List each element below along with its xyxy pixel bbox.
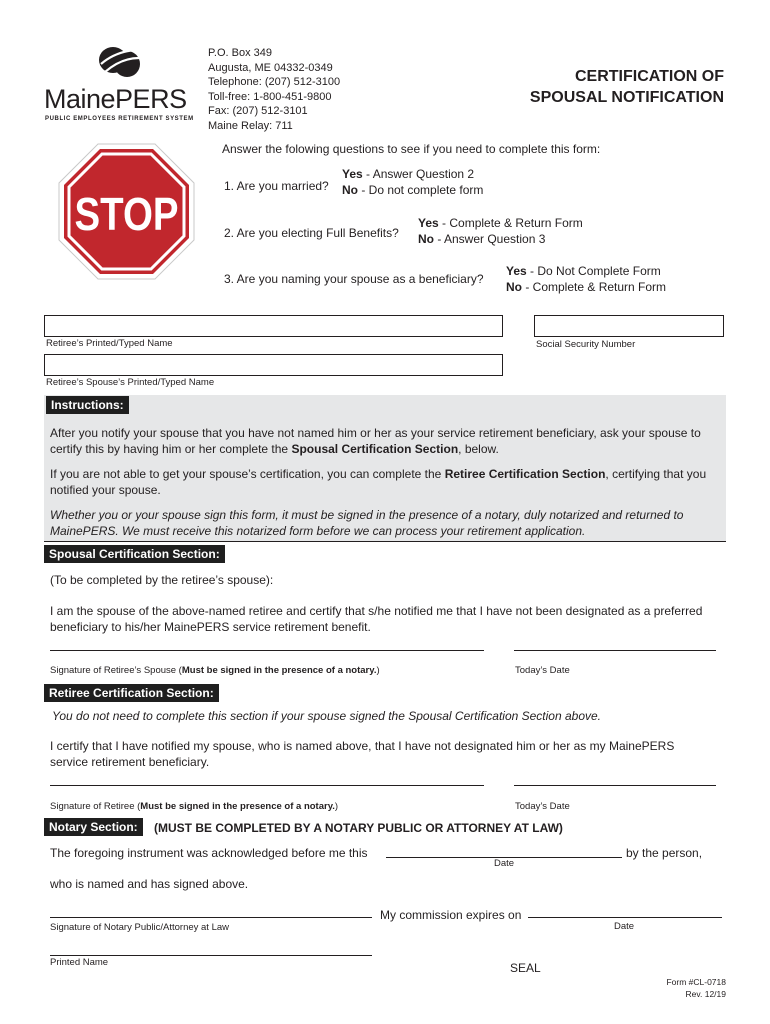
address-line: Toll-free: 1-800-451-9800: [208, 90, 332, 103]
address-line: Telephone: (207) 512-3100: [208, 76, 341, 88]
q1-yes-text: - Answer Question 2: [362, 167, 475, 181]
question-2: 2. Are you electing Full Benefits?: [224, 226, 399, 240]
instructions-heading: Instructions:: [46, 396, 129, 414]
question-3-answers: [506, 263, 666, 295]
ssn-label: Social Security Number: [536, 339, 636, 350]
instructions-p2-bold: Retiree Certification Section: [444, 467, 606, 481]
spouse-sig-label-bold: Must be signed in the presence of a notary.: [181, 665, 377, 676]
spouse-signature-line[interactable]: [50, 650, 484, 651]
stop-sign-icon: [58, 143, 195, 280]
notary-section-heading: Notary Section:: [44, 818, 143, 836]
address-block: [208, 46, 340, 133]
retiree-sig-label-end: ): [334, 801, 339, 812]
q1-yes-label: Yes: [342, 167, 363, 181]
notary-printed-name-label: Printed Name: [50, 957, 109, 968]
q3-no-label: No: [506, 280, 522, 294]
q3-yes-text: - Do Not Complete Form: [526, 264, 661, 278]
form-number: Form #CL-0718: [666, 977, 726, 987]
spouse-sig-label-text: Signature of Retiree’s Spouse (: [50, 665, 182, 676]
spouse-sig-label-end: ): [376, 665, 380, 676]
retiree-name-input[interactable]: [44, 315, 503, 337]
q2-no-text: - Answer Question 3: [434, 232, 546, 246]
q3-yes-label: Yes: [506, 264, 527, 278]
logo-pers: PERS: [115, 84, 187, 114]
retiree-p1: You do not need to complete this section if your spouse signed the Spousal Certification Section above.: [52, 709, 602, 723]
logo-subtitle: PUBLIC EMPLOYEES RETIREMENT SYSTEM: [45, 116, 194, 122]
question-1-answers: [342, 166, 483, 198]
notary-printed-name-line[interactable]: [50, 955, 372, 956]
notary-heading-note: (MUST BE COMPLETED BY A NOTARY PUBLIC OR ATTORNEY AT LAW): [154, 821, 563, 835]
question-3: 3. Are you naming your spouse as a beneficiary?: [224, 272, 484, 286]
question-1: 1. Are you married?: [224, 179, 329, 193]
title-line-2: SPOUSAL NOTIFICATION: [529, 89, 724, 106]
instructions-panel: [44, 395, 726, 542]
title-line-1: CERTIFICATION OF: [574, 68, 724, 85]
spousal-section-heading: Spousal Certification Section:: [44, 545, 225, 563]
spouse-date-label: Today’s Date: [515, 665, 570, 676]
spousal-p2: I am the spouse of the above-named retiree and certify that s/he notified me that I have not been designated as a preferred beneficiary to his/her MainePERS service retirement benefit.: [50, 604, 703, 634]
notary-signature-label: Signature of Notary Public/Attorney at Law: [50, 922, 230, 933]
spouse-name-input[interactable]: [44, 354, 503, 376]
notary-date-label-2: Date: [614, 921, 635, 932]
notary-line-1-text: The foregoing instrument was acknowledged before me this: [50, 846, 368, 860]
spouse-name-label: Retiree’s Spouse’s Printed/Typed Name: [46, 377, 215, 388]
retiree-date-line[interactable]: [514, 785, 716, 786]
page-title: [530, 66, 724, 108]
q2-no-label: No: [418, 232, 434, 246]
retiree-signature-line[interactable]: [50, 785, 484, 786]
retiree-p2: I certify that I have notified my spouse, who is named above, that I have not designated him or her as my MainePERS service retirement beneficiary.: [50, 739, 675, 769]
instructions-p1-end: , below.: [458, 442, 499, 456]
instructions-p1: [50, 425, 718, 457]
q2-yes-label: Yes: [418, 216, 439, 230]
spousal-p1: (To be completed by the retiree’s spouse):: [50, 573, 274, 587]
maine-pers-leaf-icon: [95, 44, 143, 80]
notary-commission-label: My commission expires on: [380, 908, 522, 922]
stop-sign-text: STOP: [74, 188, 179, 240]
instructions-p2-end: , certifying that you notified your spouse.: [50, 467, 707, 497]
retiree-section-heading: Retiree Certification Section:: [44, 684, 219, 702]
retiree-sig-label-text: Signature of Retiree (: [50, 801, 141, 812]
notary-line-2: who is named and has signed above.: [50, 877, 249, 891]
address-line: Augusta, ME 04332-0349: [208, 61, 333, 74]
q1-no-text: - Do not complete form: [358, 183, 484, 197]
address-line: P.O. Box 349: [208, 47, 273, 59]
retiree-name-label: Retiree’s Printed/Typed Name: [46, 338, 173, 349]
logo-maine: Maine: [44, 84, 116, 114]
questions-intro: Answer the folowing questions to see if you need to complete this form:: [222, 142, 601, 156]
question-2-answers: [418, 215, 583, 247]
spouse-signature-label: [50, 665, 380, 676]
instructions-p3: Whether you or your spouse sign this form, it must be signed in the presence of a notary, duly notarized and returned to MainePERS. We must receive this notarized form before we can process your retirement application.: [50, 508, 684, 538]
instructions-p2-text: If you are not able to get your spouse’s certification, you can complete the: [50, 467, 445, 481]
retiree-signature-label: [50, 801, 338, 812]
retiree-sig-label-bold: Must be signed in the presence of a notary.: [140, 801, 335, 812]
notary-seal-label: SEAL: [510, 961, 541, 975]
q1-no-label: No: [342, 183, 358, 197]
instructions-p1-text: After you notify your spouse that you have not named him or her as your service retirement beneficiary, ask your spouse to certify this by having him or her complete the: [50, 426, 701, 456]
address-line: Fax: (207) 512-3101: [208, 105, 308, 117]
logo: [44, 44, 199, 126]
notary-signature-line[interactable]: [50, 917, 372, 918]
form-revision: Rev. 12/19: [685, 989, 726, 999]
spouse-date-line[interactable]: [514, 650, 716, 651]
instructions-p2: [50, 466, 718, 498]
notary-line-1-end: by the person,: [626, 846, 703, 860]
ssn-input[interactable]: [534, 315, 724, 337]
retiree-date-label: Today’s Date: [515, 801, 570, 812]
notary-date-label-1: Date: [494, 858, 515, 869]
address-line: Maine Relay: 711: [208, 119, 293, 132]
q3-no-text: - Complete & Return Form: [522, 280, 667, 294]
q2-yes-text: - Complete & Return Form: [438, 216, 583, 230]
instructions-p1-bold: Spousal Certification Section: [291, 442, 459, 456]
notary-commission-date-line[interactable]: [528, 917, 722, 918]
